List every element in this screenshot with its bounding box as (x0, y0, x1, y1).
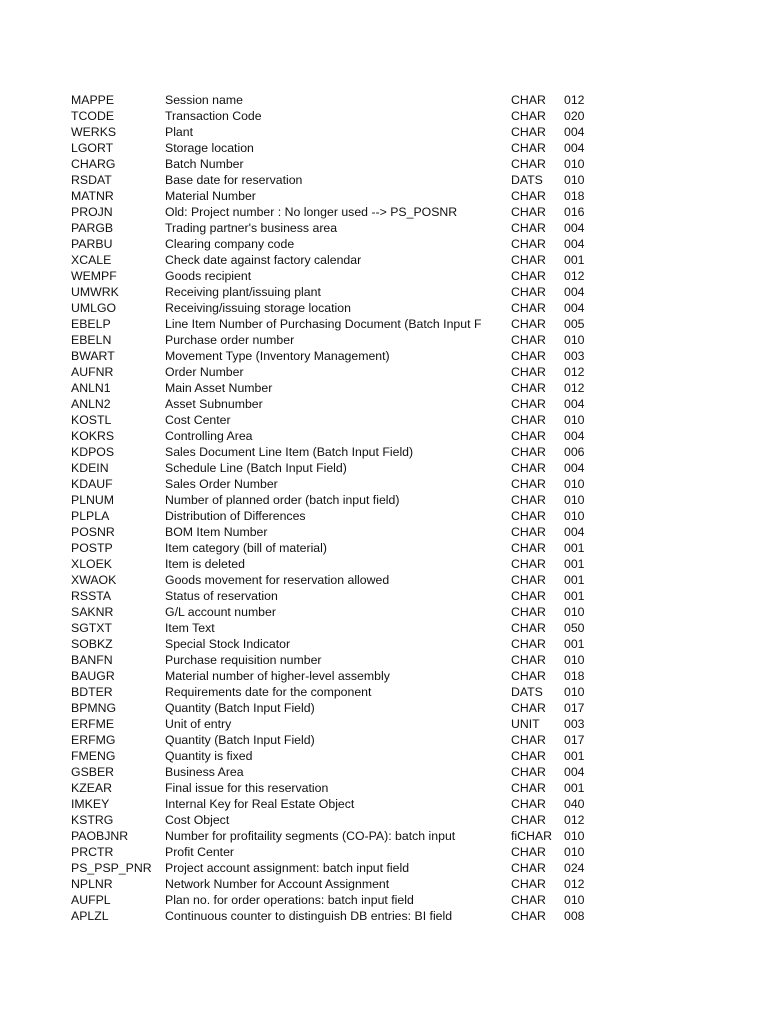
field-type: CHAR (511, 141, 546, 155)
field-name: KDAUF (71, 477, 113, 491)
field-length: 001 (564, 557, 585, 571)
field-type: CHAR (511, 813, 546, 827)
field-length: 010 (564, 605, 585, 619)
field-length: 001 (564, 573, 585, 587)
field-name: XCALE (71, 253, 112, 267)
field-length: 010 (564, 173, 585, 187)
table-row (71, 140, 604, 156)
field-length: 004 (564, 141, 585, 155)
field-description: Base date for reservation (165, 173, 303, 187)
field-name: WEMPF (71, 269, 117, 283)
field-description: Item Text (165, 621, 215, 635)
field-description: Quantity (Batch Input Field) (165, 701, 315, 715)
field-description: Unit of entry (165, 717, 232, 731)
field-length: 004 (564, 285, 585, 299)
field-name: XLOEK (71, 557, 113, 571)
field-type: CHAR (511, 605, 546, 619)
field-description: Status of reservation (165, 589, 278, 603)
table-row (71, 796, 604, 812)
table-row (71, 684, 604, 700)
field-length: 001 (564, 253, 585, 267)
field-type: CHAR (511, 365, 546, 379)
field-length: 012 (564, 269, 585, 283)
field-description: Asset Subnumber (165, 397, 263, 411)
field-length: 001 (564, 749, 585, 763)
field-length: 004 (564, 221, 585, 235)
field-length: 004 (564, 125, 585, 139)
table-row (71, 508, 604, 524)
field-name: KDEIN (71, 461, 109, 475)
field-type: CHAR (511, 669, 546, 683)
field-type: CHAR (511, 621, 546, 635)
field-length: 018 (564, 669, 585, 683)
field-description: Internal Key for Real Estate Object (165, 797, 355, 811)
field-name: APLZL (71, 909, 109, 923)
field-type: CHAR (511, 701, 546, 715)
field-name: PAOBJNR (71, 829, 129, 843)
field-type: CHAR (511, 893, 546, 907)
field-type: DATS (511, 173, 543, 187)
field-name: SAKNR (71, 605, 114, 619)
field-name: WERKS (71, 125, 117, 139)
field-name: AUFPL (71, 893, 111, 907)
field-type: CHAR (511, 877, 546, 891)
table-row (71, 412, 604, 428)
table-row (71, 460, 604, 476)
table-row (71, 812, 604, 828)
field-description: Session name (165, 93, 243, 107)
table-row (71, 844, 604, 860)
field-description: Movement Type (Inventory Management) (165, 349, 390, 363)
table-row (71, 108, 604, 124)
field-description: Goods movement for reservation allowed (165, 573, 390, 587)
field-type: CHAR (511, 125, 546, 139)
field-length: 050 (564, 621, 585, 635)
field-description: Plant (165, 125, 194, 139)
table-row (71, 764, 604, 780)
field-type: CHAR (511, 445, 546, 459)
field-length: 004 (564, 429, 585, 443)
field-description: Material Number (165, 189, 256, 203)
field-type: CHAR (511, 525, 546, 539)
field-name: UMLGO (71, 301, 117, 315)
table-row (71, 524, 604, 540)
field-description: Project account assignment: batch input field (165, 861, 410, 875)
field-description: Item is deleted (165, 557, 245, 571)
field-description: Receiving/issuing storage location (165, 301, 351, 315)
field-description: Profit Center (165, 845, 235, 859)
field-type: CHAR (511, 317, 546, 331)
field-length: 010 (564, 157, 585, 171)
field-name: XWAOK (71, 573, 117, 587)
field-name: MAPPE (71, 93, 115, 107)
field-type: ﬁCHAR (511, 829, 552, 843)
table-row (71, 604, 604, 620)
field-name: GSBER (71, 765, 115, 779)
field-type: CHAR (511, 109, 546, 123)
field-description: Purchase requisition number (165, 653, 322, 667)
field-type: CHAR (511, 205, 546, 219)
field-length: 010 (564, 653, 585, 667)
table-row (71, 380, 604, 396)
field-name: RSSTA (71, 589, 112, 603)
field-name: BANFN (71, 653, 113, 667)
field-type: CHAR (511, 653, 546, 667)
table-row (71, 364, 604, 380)
table-row (71, 268, 604, 284)
field-description: Schedule Line (Batch Input Field) (165, 461, 347, 475)
table-row (71, 156, 604, 172)
field-description: Transaction Code (165, 109, 262, 123)
field-description: G/L account number (165, 605, 276, 619)
field-type: CHAR (511, 413, 546, 427)
field-description: Order Number (165, 365, 244, 379)
field-type: CHAR (511, 781, 546, 795)
field-type: UNIT (511, 717, 540, 731)
field-type: CHAR (511, 349, 546, 363)
field-type: CHAR (511, 221, 546, 235)
field-length: 004 (564, 301, 585, 315)
table-row (71, 332, 604, 348)
field-name: BDTER (71, 685, 113, 699)
field-type: CHAR (511, 477, 546, 491)
field-name: AUFNR (71, 365, 114, 379)
field-description: Final issue for this reservation (165, 781, 329, 795)
field-description: Line Item Number of Purchasing Document (Batch Input F (165, 317, 482, 331)
table-row (71, 556, 604, 572)
field-length: 003 (564, 717, 585, 731)
table-row (71, 588, 604, 604)
field-description: Plan no. for order operations: batch input field (165, 893, 414, 907)
field-name: POSTP (71, 541, 113, 555)
field-description: Network Number for Account Assignment (165, 877, 390, 891)
field-type: CHAR (511, 861, 546, 875)
field-description: Sales Order Number (165, 477, 278, 491)
table-row (71, 908, 604, 924)
field-type: CHAR (511, 573, 546, 587)
field-description: Storage location (165, 141, 254, 155)
field-name: RSDAT (71, 173, 112, 187)
field-name: ERFME (71, 717, 115, 731)
field-type: CHAR (511, 157, 546, 171)
table-row (71, 828, 604, 844)
field-type: CHAR (511, 797, 546, 811)
field-name: CHARG (71, 157, 116, 171)
field-length: 010 (564, 413, 585, 427)
table-row (71, 300, 604, 316)
field-type: CHAR (511, 285, 546, 299)
field-length: 012 (564, 877, 585, 891)
field-description: Check date against factory calendar (165, 253, 362, 267)
table-row (71, 780, 604, 796)
field-description: Batch Number (165, 157, 244, 171)
table-row (71, 620, 604, 636)
field-name: EBELN (71, 333, 112, 347)
table-row (71, 348, 604, 364)
field-length: 016 (564, 205, 585, 219)
field-description: BOM Item Number (165, 525, 268, 539)
field-name: KOKRS (71, 429, 115, 443)
field-name: KSTRG (71, 813, 114, 827)
field-description: Sales Document Line Item (Batch Input Field) (165, 445, 414, 459)
field-name: PLPLA (71, 509, 110, 523)
field-name: EBELP (71, 317, 111, 331)
field-rows (71, 92, 604, 924)
table-row (71, 252, 604, 268)
field-length: 008 (564, 909, 585, 923)
field-description: Distribution of Differences (165, 509, 306, 523)
field-length: 017 (564, 733, 585, 747)
field-length: 003 (564, 349, 585, 363)
field-type: CHAR (511, 509, 546, 523)
table-row (71, 220, 604, 236)
field-description: Material number of higher-level assembly (165, 669, 390, 683)
table-row (71, 492, 604, 508)
table-row (71, 540, 604, 556)
field-name: SOBKZ (71, 637, 113, 651)
field-length: 010 (564, 509, 585, 523)
field-length: 004 (564, 461, 585, 475)
field-description: Controlling Area (165, 429, 253, 443)
field-description: Quantity is fixed (165, 749, 253, 763)
field-name: BAUGR (71, 669, 115, 683)
field-type: CHAR (511, 845, 546, 859)
field-length: 001 (564, 541, 585, 555)
field-length: 001 (564, 637, 585, 651)
field-name: PRCTR (71, 845, 114, 859)
field-description: Trading partner's business area (165, 221, 338, 235)
field-length: 020 (564, 109, 585, 123)
table-row (71, 188, 604, 204)
table-row (71, 668, 604, 684)
table-row (71, 284, 604, 300)
field-length: 001 (564, 781, 585, 795)
field-name: PARBU (71, 237, 113, 251)
field-type: CHAR (511, 429, 546, 443)
field-type: CHAR (511, 189, 546, 203)
field-type: CHAR (511, 269, 546, 283)
field-name: FMENG (71, 749, 116, 763)
field-type: CHAR (511, 301, 546, 315)
field-name: ERFMG (71, 733, 116, 747)
table-row (71, 428, 604, 444)
field-length: 004 (564, 237, 585, 251)
table-row (71, 444, 604, 460)
field-type: CHAR (511, 397, 546, 411)
field-length: 010 (564, 845, 585, 859)
field-description: Number of planned order (batch input field) (165, 493, 400, 507)
field-name: PARGB (71, 221, 114, 235)
field-name: NPLNR (71, 877, 113, 891)
field-description: Requirements date for the component (165, 685, 372, 699)
field-type: CHAR (511, 637, 546, 651)
field-length: 010 (564, 333, 585, 347)
field-name: IMKEY (71, 797, 110, 811)
field-name: LGORT (71, 141, 114, 155)
field-length: 010 (564, 893, 585, 907)
field-length: 012 (564, 813, 585, 827)
field-type: CHAR (511, 93, 546, 107)
field-length: 010 (564, 685, 585, 699)
table-row (71, 732, 604, 748)
table-row (71, 748, 604, 764)
field-name: KZEAR (71, 781, 112, 795)
field-length: 017 (564, 701, 585, 715)
field-length: 012 (564, 381, 585, 395)
table-row (71, 396, 604, 412)
field-description: Continuous counter to distinguish DB entries: BI field (165, 909, 453, 923)
field-type: CHAR (511, 557, 546, 571)
field-type: CHAR (511, 909, 546, 923)
table-row (71, 572, 604, 588)
table-row (71, 892, 604, 908)
field-name: BWART (71, 349, 115, 363)
table-row (71, 860, 604, 876)
field-type: DATS (511, 685, 543, 699)
field-type: CHAR (511, 589, 546, 603)
field-length: 005 (564, 317, 585, 331)
field-type: CHAR (511, 493, 546, 507)
table-row (71, 204, 604, 220)
field-description: Number for profitaility segments (CO-PA): batch input (165, 829, 456, 843)
field-length: 001 (564, 589, 585, 603)
table-row (71, 92, 604, 108)
table-row (71, 236, 604, 252)
table-row (71, 636, 604, 652)
field-description: Cost Center (165, 413, 231, 427)
field-length: 004 (564, 525, 585, 539)
field-name: UMWRK (71, 285, 119, 299)
field-description: Goods recipient (165, 269, 252, 283)
field-length: 024 (564, 861, 585, 875)
field-description: Purchase order number (165, 333, 295, 347)
field-type: CHAR (511, 237, 546, 251)
table-row (71, 172, 604, 188)
field-length: 004 (564, 397, 585, 411)
field-name: ANLN2 (71, 397, 111, 411)
field-description: Clearing company code (165, 237, 295, 251)
field-name: PLNUM (71, 493, 115, 507)
field-type: CHAR (511, 461, 546, 475)
field-name: MATNR (71, 189, 114, 203)
field-description: Cost Object (165, 813, 230, 827)
field-definition-table (71, 92, 604, 924)
table-row (71, 876, 604, 892)
field-description: Receiving plant/issuing plant (165, 285, 321, 299)
field-description: Old: Project number : No longer used --> PS_POSNR (165, 205, 458, 219)
field-description: Special Stock Indicator (165, 637, 291, 651)
field-name: SGTXT (71, 621, 112, 635)
field-name: BPMNG (71, 701, 117, 715)
field-name: KDPOS (71, 445, 115, 459)
field-name: ANLN1 (71, 381, 111, 395)
field-length: 040 (564, 797, 585, 811)
table-row (71, 476, 604, 492)
field-type: CHAR (511, 381, 546, 395)
field-type: CHAR (511, 253, 546, 267)
field-description: Main Asset Number (165, 381, 273, 395)
field-length: 010 (564, 493, 585, 507)
field-description: Quantity (Batch Input Field) (165, 733, 315, 747)
field-name: KOSTL (71, 413, 112, 427)
field-name: PROJN (71, 205, 113, 219)
field-type: CHAR (511, 765, 546, 779)
table-row (71, 716, 604, 732)
field-length: 010 (564, 829, 585, 843)
field-length: 012 (564, 365, 585, 379)
field-type: CHAR (511, 749, 546, 763)
field-type: CHAR (511, 733, 546, 747)
table-row (71, 316, 604, 332)
table-row (71, 700, 604, 716)
field-length: 012 (564, 93, 585, 107)
field-length: 006 (564, 445, 585, 459)
field-name: PS_PSP_PNR (71, 861, 152, 875)
table-row (71, 652, 604, 668)
field-length: 018 (564, 189, 585, 203)
field-type: CHAR (511, 333, 546, 347)
field-description: Item category (bill of material) (165, 541, 327, 555)
field-type: CHAR (511, 541, 546, 555)
field-name: POSNR (71, 525, 115, 539)
field-name: TCODE (71, 109, 115, 123)
field-length: 010 (564, 477, 585, 491)
table-row (71, 124, 604, 140)
field-length: 004 (564, 765, 585, 779)
field-description: Business Area (165, 765, 244, 779)
